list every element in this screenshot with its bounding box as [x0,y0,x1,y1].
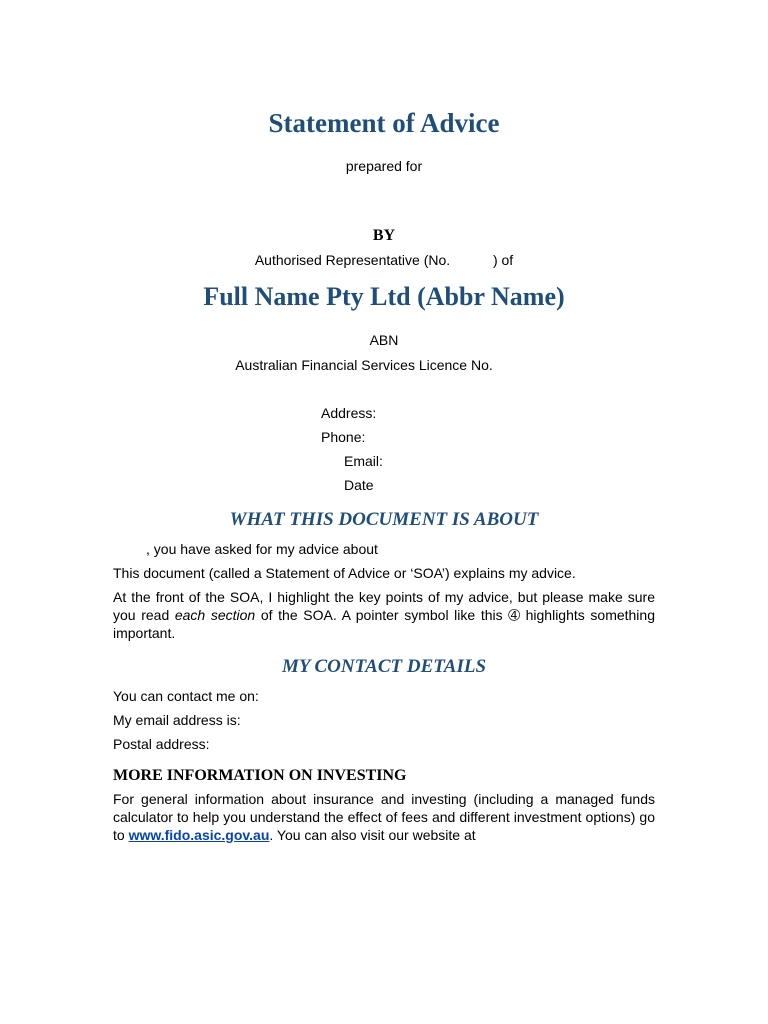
more-info-text-2: . You can also visit our website at [269,827,476,843]
address-label: Address: [321,405,377,421]
phone-label: Phone: [321,429,366,445]
representative-line: Authorised Representative (No. ) of [254,252,514,268]
contact-heading: MY CONTACT DETAILS [281,656,487,677]
more-info-heading: MORE INFORMATION ON INVESTING [113,767,407,784]
more-info-text-1: For general information about insurance and investing (including a managed funds calculator to help you understand the effect of fees and different investment options) go to [113,791,655,843]
more-info-paragraph [113,790,655,844]
about-para3-text-2: of the SOA. A pointer symbol like this [255,607,509,623]
contact-line-1: You can contact me on: [113,688,259,704]
by-label: BY [372,227,396,244]
about-line-2: This document (called a Statement of Advice or ‘SOA’) explains my advice. [113,565,576,581]
contact-line-3: Postal address: [113,736,210,752]
abn-label: ABN [369,332,399,348]
document-title: Statement of Advice [268,108,500,138]
about-line-1: , you have asked for my advice about [146,541,378,557]
contact-line-2: My email address is: [113,712,241,728]
fido-link[interactable]: www.fido.asic.gov.au [128,827,270,843]
about-para3-text-3: highlights something important. [113,607,655,641]
about-para3-text-1: At the front of the SOA, I highlight the key points of my advice, but please make sure you read [113,589,655,623]
prepared-for-label: prepared for [345,158,423,174]
about-paragraph-3 [113,588,655,642]
email-label: Email: [344,453,383,469]
date-label: Date [344,477,374,493]
about-para3-italic: each section [174,607,256,623]
company-name: Full Name Pty Ltd (Abbr Name) [203,282,565,311]
pointer-icon: ➃ [508,607,520,623]
about-heading: WHAT THIS DOCUMENT IS ABOUT [229,509,539,530]
afsl-label: Australian Financial Services Licence No. [235,357,493,373]
